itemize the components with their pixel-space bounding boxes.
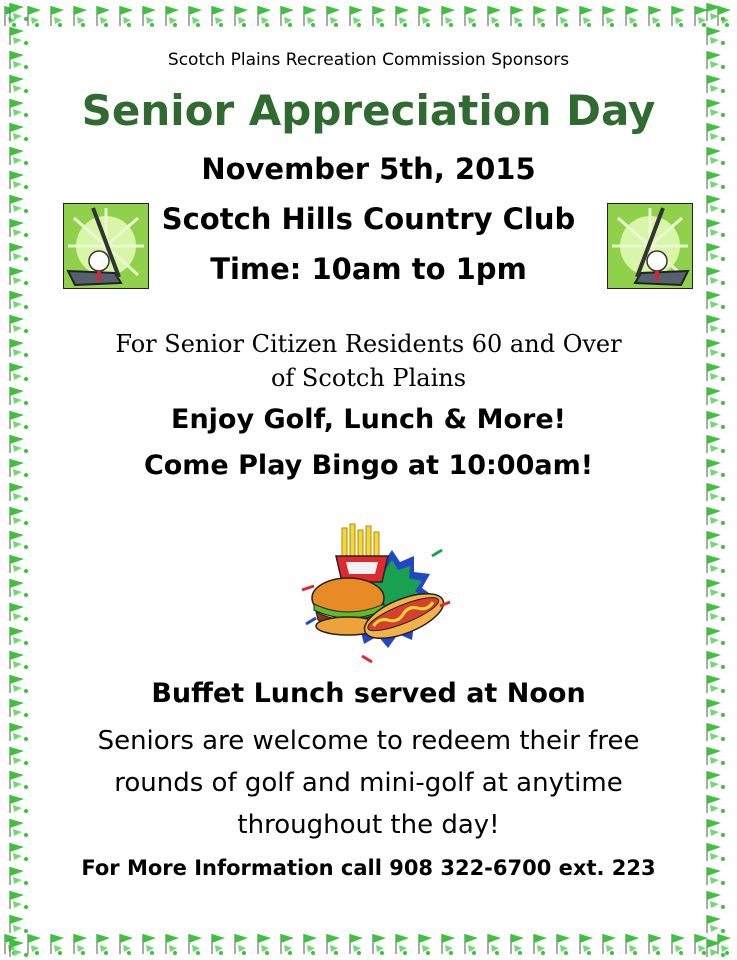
eligibility-line-1: For Senior Citizen Residents 60 and Over (115, 330, 622, 358)
event-time: Time: 10am to 1pm (210, 252, 527, 286)
border-right (697, 0, 737, 960)
bingo-line: Come Play Bingo at 10:00am! (143, 450, 594, 481)
lunch-line: Buffet Lunch served at Noon (151, 678, 586, 709)
contact-info: For More Information call 908 322-6700 ext. 223 (81, 856, 656, 880)
event-date: November 5th, 2015 (201, 152, 536, 186)
border-left (0, 0, 40, 960)
event-title: Senior Appreciation Day (81, 86, 656, 135)
border-top (0, 0, 737, 30)
eligibility-line-2: of Scotch Plains (270, 364, 467, 392)
sponsor-line: Scotch Plains Recreation Commission Sponsors (167, 50, 570, 70)
event-venue: Scotch Hills Country Club (161, 202, 576, 236)
golf-club-ball-icon (607, 203, 693, 289)
description-line-1: Seniors are welcome to redeem their free (97, 726, 640, 756)
activities-line: Enjoy Golf, Lunch & More! (171, 404, 566, 435)
golf-club-ball-icon (63, 203, 149, 289)
flyer-content (42, 30, 695, 928)
fries-burger-hotdog-icon (292, 520, 452, 670)
description-line-3: throughout the day! (237, 810, 500, 840)
description-line-2: rounds of golf and mini-golf at anytime (114, 768, 623, 798)
border-bottom (0, 928, 737, 960)
